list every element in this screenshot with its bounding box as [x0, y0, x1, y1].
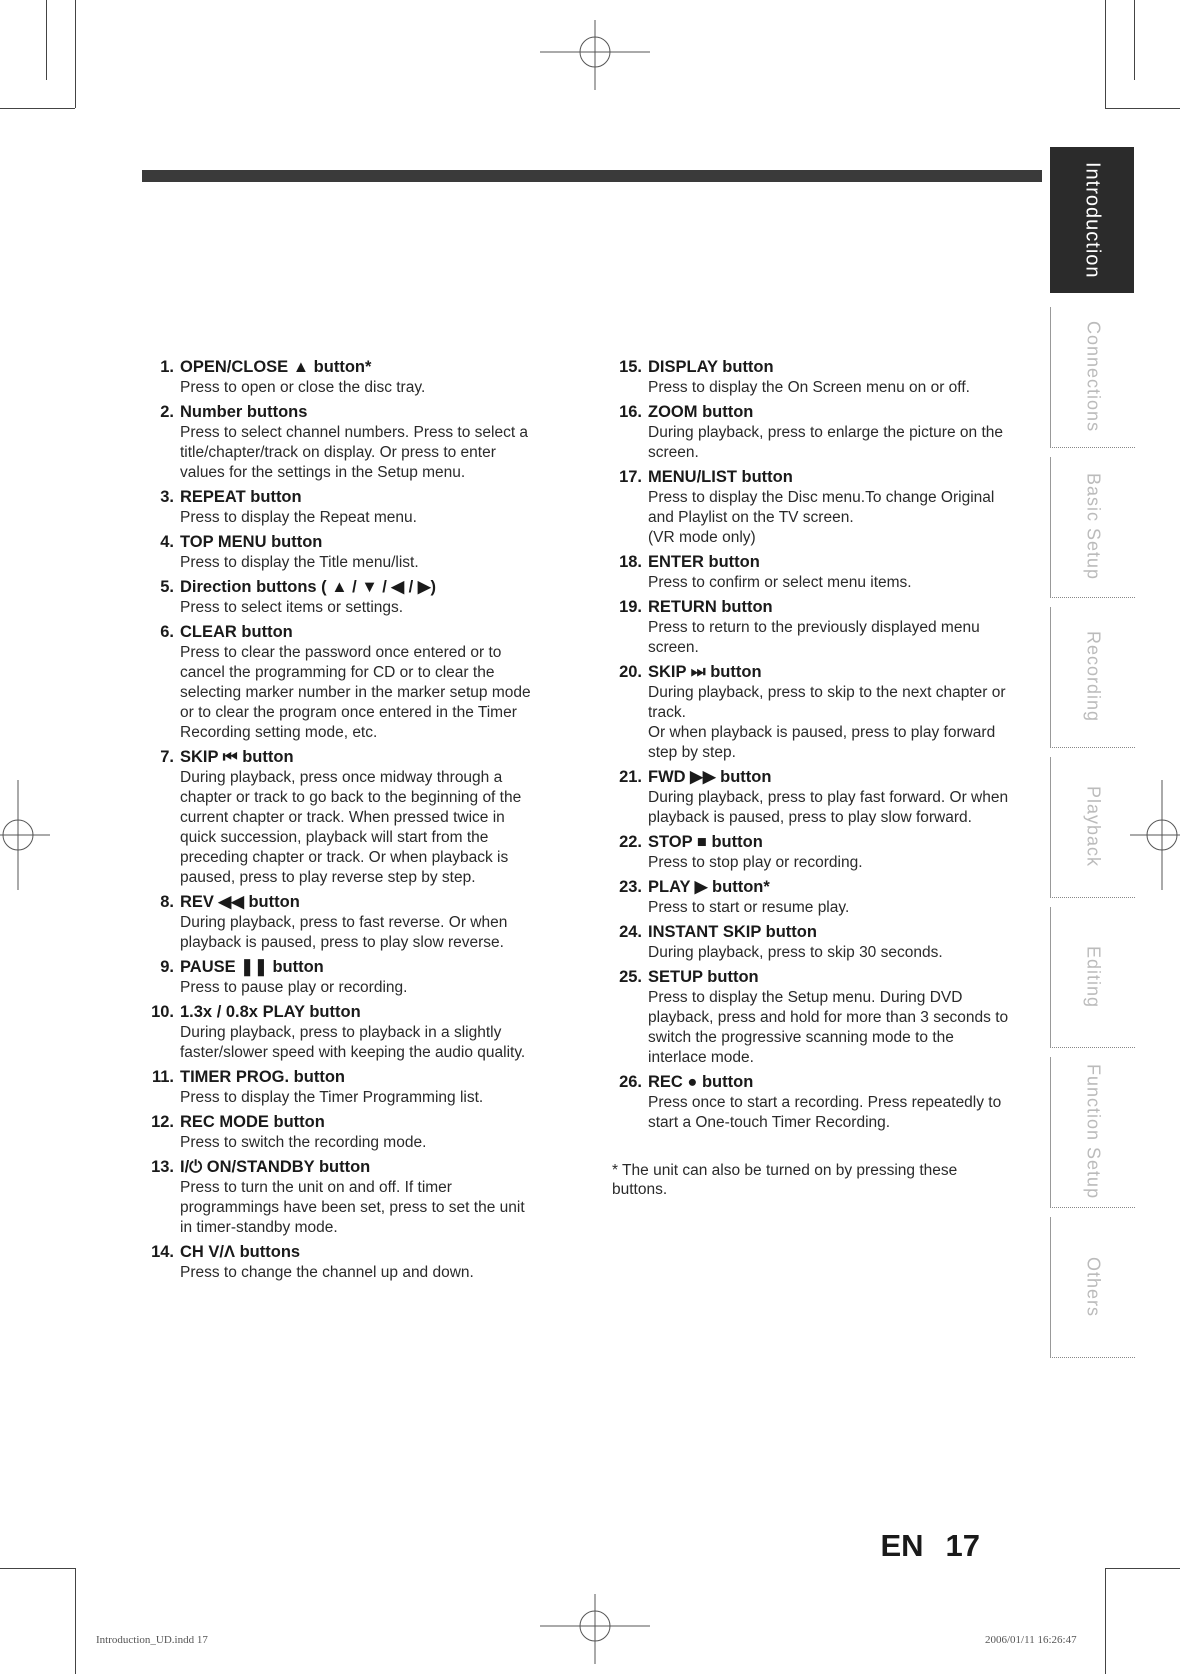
- registration-mark-top: [540, 20, 650, 90]
- item-title-text: REV ◀◀ button: [180, 893, 300, 911]
- crop-mark: [1105, 0, 1106, 108]
- registration-mark-bottom: [540, 1594, 650, 1664]
- tab-basic-setup[interactable]: Basic Setup: [1050, 457, 1135, 598]
- item-title: [140, 486, 580, 508]
- list-item: [604, 466, 1044, 548]
- list-item: [604, 401, 1044, 463]
- crop-mark: [46, 0, 47, 80]
- crop-mark: [1105, 1568, 1106, 1674]
- item-title-text: TIMER PROG. button: [180, 1068, 345, 1086]
- list-item: [604, 766, 1044, 828]
- list-item: [140, 1241, 580, 1283]
- item-description: During playback, press to fast reverse. Or when playback is paused, press to play slow reverse.: [180, 914, 508, 951]
- item-description: During playback, press to playback in a slightly faster/slower speed with keeping the audio quality.: [180, 1024, 526, 1061]
- item-title: [604, 921, 1044, 943]
- registration-mark-left: [0, 780, 50, 890]
- item-title: [140, 956, 580, 978]
- item-description: Press to display the On Screen menu on or off.: [648, 379, 970, 396]
- list-item: [604, 596, 1044, 658]
- item-title: [140, 356, 580, 378]
- item-title-text: FWD ▶▶ button: [648, 768, 772, 786]
- item-number: 17.: [619, 468, 642, 486]
- item-title-text: Direction buttons ( ▲ / ▼ / ◀ / ▶): [180, 578, 437, 596]
- item-title: [140, 401, 580, 423]
- crop-mark: [0, 108, 75, 109]
- item-description: Press to confirm or select menu items.: [648, 574, 912, 591]
- crop-mark: [1105, 108, 1180, 109]
- item-title-text: OPEN/CLOSE ▲ button*: [180, 358, 372, 376]
- item-number: 10.: [151, 1003, 174, 1021]
- crop-mark: [75, 0, 76, 108]
- crop-mark: [0, 1568, 75, 1569]
- item-number: 21.: [619, 768, 642, 786]
- item-title: [604, 356, 1044, 378]
- list-item: [140, 891, 580, 953]
- item-number: 11.: [151, 1068, 174, 1086]
- list-item: [140, 621, 580, 743]
- list-item: [140, 356, 580, 398]
- item-number: 24.: [619, 923, 642, 941]
- item-title-text: CH V/Λ buttons: [180, 1243, 301, 1261]
- section-header-bar: [142, 170, 1042, 182]
- item-title-text: SKIP ⏮ button: [180, 748, 294, 766]
- item-description: Press to display the Title menu/list.: [180, 554, 419, 571]
- item-description: During playback, press to skip 30 seconds.: [648, 944, 943, 961]
- list-item: [140, 486, 580, 528]
- item-title: [604, 466, 1044, 488]
- item-description: During playback, press to play fast forward. Or when playback is paused, press to play slow forward.: [648, 789, 1009, 826]
- item-number: 20.: [619, 663, 642, 681]
- item-title: [604, 831, 1044, 853]
- item-title: [604, 401, 1044, 423]
- list-item: [140, 1156, 580, 1238]
- item-title: [140, 1001, 580, 1023]
- item-title-text: PAUSE ❚❚ button: [180, 958, 324, 976]
- item-description: Press to display the Disc menu.To change Original and Playlist on the TV screen. (VR mode only): [648, 489, 995, 546]
- item-description: Press to open or close the disc tray.: [180, 379, 426, 396]
- item-title: [140, 891, 580, 913]
- slug-filename: Introduction_UD.indd 17: [96, 1634, 208, 1646]
- item-description: Press to start or resume play.: [648, 899, 850, 916]
- item-title-text: REC MODE button: [180, 1113, 325, 1131]
- item-title-text: MENU/LIST button: [648, 468, 793, 486]
- list-item: [604, 966, 1044, 1068]
- page-number: 17: [945, 1528, 980, 1563]
- crop-mark: [75, 1568, 76, 1674]
- item-title-text: Number buttons: [180, 403, 308, 421]
- item-title-text: 1.3x / 0.8x PLAY button: [180, 1003, 361, 1021]
- tab-connections[interactable]: Connections: [1050, 307, 1135, 448]
- list-item: [604, 1071, 1044, 1133]
- item-number: 12.: [151, 1113, 174, 1131]
- list-item: [140, 1111, 580, 1153]
- item-title-text: SKIP ⏭ button: [648, 663, 762, 681]
- item-description: Press to display the Repeat menu.: [180, 509, 417, 526]
- item-title-text: RETURN button: [648, 598, 773, 616]
- tab-others[interactable]: Others: [1050, 1217, 1135, 1358]
- item-title: [604, 876, 1044, 898]
- item-number: 6.: [160, 623, 174, 641]
- item-title-text: REC ● button: [648, 1073, 754, 1091]
- button-list-right: [604, 356, 1044, 1199]
- item-number: 1.: [160, 358, 174, 376]
- item-title: [604, 596, 1044, 618]
- item-description: Press to clear the password once entered or to cancel the programming for CD or to clear the selecting marker number in the marker setup mode or to clear the program once entered in the Timer Recording setting mode, etc.: [180, 644, 531, 741]
- item-number: 2.: [160, 403, 174, 421]
- tab-editing[interactable]: Editing: [1050, 907, 1135, 1048]
- item-title: [140, 1156, 580, 1178]
- item-title-text: I/⏻ ON/STANDBY button: [180, 1158, 371, 1176]
- item-description: Press to select channel numbers. Press to select a title/chapter/track on display. Or press to enter values for the settings in the Setup menu.: [180, 424, 529, 481]
- item-title: [604, 661, 1044, 683]
- item-number: 13.: [151, 1158, 174, 1176]
- list-item: [604, 921, 1044, 963]
- item-description: Press to turn the unit on and off. If timer programmings have been set, press to set the unit in timer-standby mode.: [180, 1179, 525, 1236]
- item-description: During playback, press to enlarge the picture on the screen.: [648, 424, 1003, 461]
- item-title: [604, 966, 1044, 988]
- item-title-text: INSTANT SKIP button: [648, 923, 817, 941]
- slug-timestamp: 2006/01/11 16:26:47: [985, 1634, 1077, 1646]
- item-title-text: DISPLAY button: [648, 358, 774, 376]
- item-title-text: PLAY ▶ button*: [648, 878, 770, 896]
- item-title: [140, 531, 580, 553]
- item-title: [604, 551, 1044, 573]
- tab-recording[interactable]: Recording: [1050, 607, 1135, 748]
- item-title: [140, 576, 580, 598]
- item-description: Press to stop play or recording.: [648, 854, 863, 871]
- crop-mark: [1105, 1568, 1180, 1569]
- item-description: Press to display the Setup menu. During DVD playback, press and hold for more than 3 seconds to switch the progressive scanning mode to the interlace mode.: [648, 989, 1009, 1066]
- item-number: 26.: [619, 1073, 642, 1091]
- item-description: Press to pause play or recording.: [180, 979, 408, 996]
- item-title: [140, 621, 580, 643]
- item-title-text: STOP ■ button: [648, 833, 763, 851]
- item-title-text: TOP MENU button: [180, 533, 323, 551]
- item-description: During playback, press to skip to the next chapter or track. Or when playback is paused, press to play forward step by step.: [648, 684, 1006, 761]
- item-description: Press to return to the previously displayed menu screen.: [648, 619, 980, 656]
- list-item: [140, 531, 580, 573]
- item-description: During playback, press once midway through a chapter or track to go back to the beginning of the current chapter or track. When pressed twice in quick succession, playback will start from the preceding chapter or track. Or when playback is paused, press to play reverse step by step.: [180, 769, 522, 886]
- item-title: [140, 1111, 580, 1133]
- item-description: Press once to start a recording. Press repeatedly to start a One-touch Timer Recording.: [648, 1094, 1002, 1131]
- tab-function-setup[interactable]: Function Setup: [1050, 1057, 1135, 1208]
- list-item: [140, 576, 580, 618]
- tab-introduction[interactable]: Introduction: [1050, 147, 1134, 293]
- item-number: 7.: [160, 748, 174, 766]
- item-number: 15.: [619, 358, 642, 376]
- item-description: Press to switch the recording mode.: [180, 1134, 427, 1151]
- item-title: [604, 766, 1044, 788]
- list-item: [140, 956, 580, 998]
- crop-mark: [1134, 0, 1135, 80]
- list-item: [140, 746, 580, 888]
- item-number: 14.: [151, 1243, 174, 1261]
- item-number: 22.: [619, 833, 642, 851]
- page-label: [880, 1528, 980, 1564]
- footnote: * The unit can also be turned on by pressing these buttons.: [612, 1162, 958, 1198]
- list-item: [604, 661, 1044, 763]
- item-title-text: REPEAT button: [180, 488, 302, 506]
- item-title-text: ENTER button: [648, 553, 760, 571]
- list-item: [604, 551, 1044, 593]
- item-number: 19.: [619, 598, 642, 616]
- list-item: [140, 1066, 580, 1108]
- item-number: 18.: [619, 553, 642, 571]
- item-title-text: ZOOM button: [648, 403, 754, 421]
- button-list-left: [140, 356, 580, 1286]
- list-item: [604, 876, 1044, 918]
- tab-playback[interactable]: Playback: [1050, 757, 1135, 898]
- item-number: 3.: [160, 488, 174, 506]
- item-title: [140, 746, 580, 768]
- item-number: 4.: [160, 533, 174, 551]
- item-number: 16.: [619, 403, 642, 421]
- item-title: [140, 1066, 580, 1088]
- item-description: Press to change the channel up and down.: [180, 1264, 474, 1281]
- item-number: 8.: [160, 893, 174, 911]
- item-description: Press to select items or settings.: [180, 599, 404, 616]
- item-title: [140, 1241, 580, 1263]
- item-number: 25.: [619, 968, 642, 986]
- item-title-text: SETUP button: [648, 968, 759, 986]
- list-item: [140, 1001, 580, 1063]
- list-item: [604, 356, 1044, 398]
- page-language: EN: [880, 1528, 924, 1563]
- item-number: 23.: [619, 878, 642, 896]
- list-item: [140, 401, 580, 483]
- item-title-text: CLEAR button: [180, 623, 293, 641]
- item-description: Press to display the Timer Programming list.: [180, 1089, 484, 1106]
- list-item: [604, 831, 1044, 873]
- item-number: 5.: [160, 578, 174, 596]
- item-title: [604, 1071, 1044, 1093]
- item-number: 9.: [160, 958, 174, 976]
- registration-mark-right: [1130, 780, 1180, 890]
